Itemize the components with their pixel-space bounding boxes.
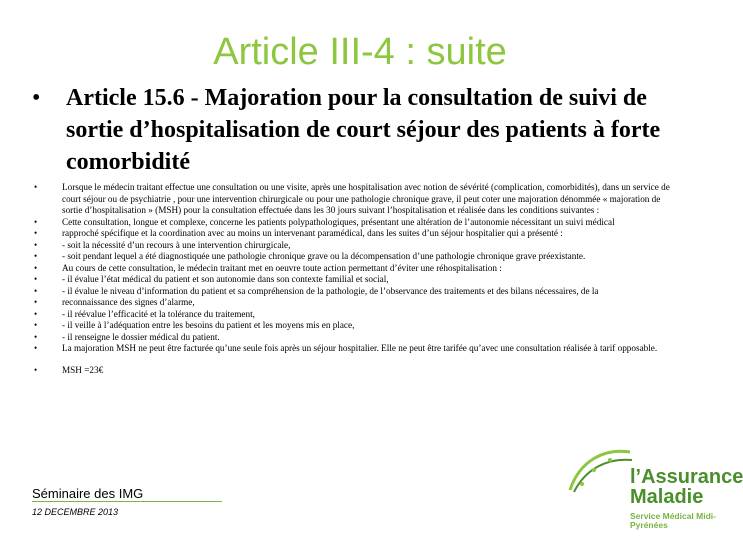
list-item: • Lorsque le médecin traitant effectue une consultation ou une visite, après une hospitalisation avec notion de sévérité (complication, comorbidités), dans un service de court séjour ou de psychiatrie , pour une intervention chirurgicale ou pour une pathologie chronique grave, il peut coter une majoration dénommée « majoration de sortie d’hospitalisation » (MSH) pour la consultation effectuée dans les 30 jours suivant l’hospitalisation et réalisée dans les conditions suivantes : bbox=[62, 182, 678, 217]
logo-text-line1: l’Assurance bbox=[630, 466, 743, 488]
list-item: • rapproché spécifique et la coordination avec au moins un intervenant paramédical, dans les suites d’un séjour hospitalier qui a présenté : bbox=[62, 228, 678, 240]
list-item: • - il veille à l’adéquation entre les besoins du patient et les moyens mis en place, bbox=[62, 320, 678, 332]
assurance-maladie-logo bbox=[560, 440, 743, 535]
list-item: • - il évalue l’état médical du patient et son autonomie dans son contexte familial et social, bbox=[62, 274, 678, 286]
body-bullet-list bbox=[62, 182, 678, 376]
logo-subtitle: Service Médical Midi-Pyrénées bbox=[630, 511, 716, 530]
footer-date: 12 DECEMBRE 2013 bbox=[32, 507, 119, 517]
slide-title: Article III-4 : suite bbox=[213, 31, 507, 73]
list-item: • Au cours de cette consultation, le médecin traitant met en oeuvre toute action permettant d’éviter une réhospitalisation : bbox=[62, 263, 678, 275]
main-bullet: • bbox=[32, 85, 41, 111]
list-item: • - soit la nécessité d’un recours à une intervention chirurgicale, bbox=[62, 240, 678, 252]
list-item-msh-tariff: • MSH =23€ bbox=[62, 365, 678, 377]
footer-divider bbox=[32, 501, 222, 502]
footer-title: Séminaire des IMG bbox=[32, 486, 144, 501]
logo-swoosh-icon bbox=[560, 440, 640, 500]
list-item: • - il renseigne le dossier médical du patient. bbox=[62, 332, 678, 344]
list-item: • reconnaissance des signes d’alarme, bbox=[62, 297, 678, 309]
list-item: • - soit pendant lequel a été diagnostiquée une pathologie chronique grave ou la décompensation d’une pathologie chronique grave préexistante. bbox=[62, 251, 678, 263]
list-item: • - il réévalue l’efficacité et la tolérance du traitement, bbox=[62, 309, 678, 321]
list-item: • Cette consultation, longue et complexe, concerne les patients polypathologiques, présentant une altération de l’autonomie nécessitant un suivi médical bbox=[62, 217, 678, 229]
list-item: • - il évalue le niveau d’information du patient et sa compréhension de la pathologie, de l’observance des traitements et des bilans nécessaires, de la bbox=[62, 286, 678, 298]
logo-text-line2: Maladie bbox=[630, 486, 704, 508]
list-item: • La majoration MSH ne peut être facturée qu’une seule fois après un séjour hospitalier. Elle ne peut être tarifée qu’avec une consultation réalisée à tarif opposable. bbox=[62, 343, 678, 355]
main-heading-text: Article 15.6 - Majoration pour la consultation de suivi de sortie d’hospitalisation de court séjour des patients à forte comorbidité bbox=[66, 85, 661, 175]
